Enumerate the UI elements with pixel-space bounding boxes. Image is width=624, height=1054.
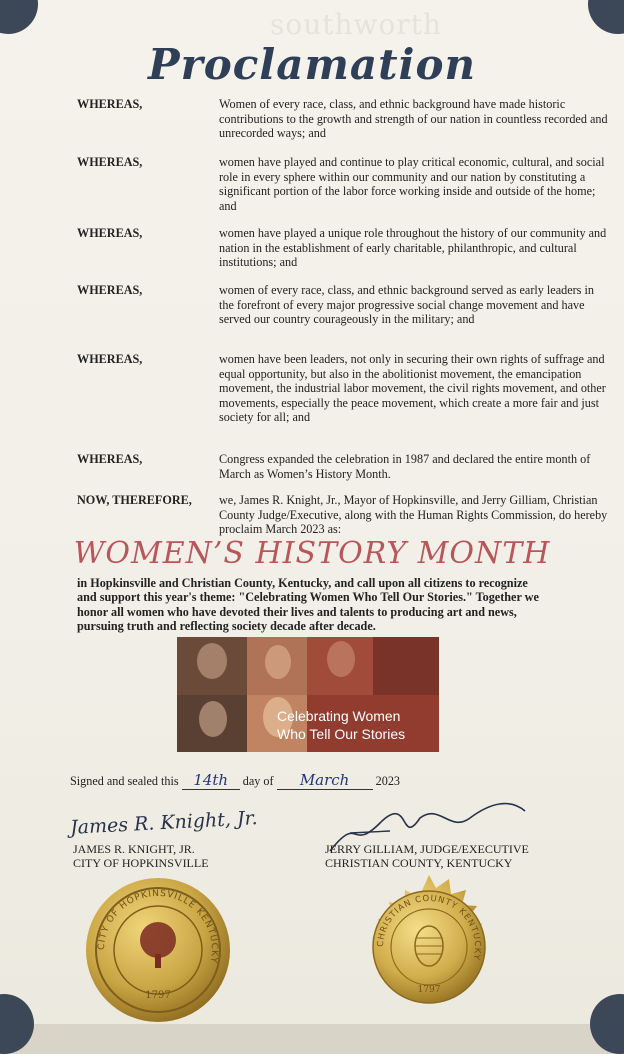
clause-text: Women of every race, class, and ethnic background have made historic contributions to the growth and strength of our nation in countless recorded and unrecorded ways; and [219,97,608,141]
clause-text: Congress expanded the celebration in 1987 and declared the entire month of March as Women’s History Month. [219,452,591,481]
clause-text: we, James R. Knight, Jr., Mayor of Hopkinsville, and Jerry Gilliam, Christian County Judge/Executive, along with the Human Rights Commission, do hereby proclaim March 2023 as: [219,493,608,537]
clause-text: women have been leaders, not only in securing their own rights of suffrage and equal opportunity, but also in the abolitionist movement, the emancipation movement, the industrial labor movement, the civil rights movement, and other movements, especially the peace movement, which create a more fair and just society for all; and [219,352,606,425]
svg-text:1797: 1797 [417,985,441,995]
clause-label: WHEREAS, [77,352,143,366]
clause-label: WHEREAS, [77,226,143,240]
corner-mark [0,994,34,1054]
clause-text: women of every race, class, and ethnic background served as early leaders in the forefront of every major progressive social change movement and have served our country courageously in the military; and [219,283,594,327]
mayor-signature: James R. Knight, Jr. [69,807,259,839]
closing-paragraph: in Hopkinsville and Christian County, Kentucky, and call upon all citizens to recognize and support this year's theme: "Celebrating Women Who Tell Our Stories." Together we honor all women who have devoted their lives and talents to producing art and news, pursuing truth and reflecting society decade after decade. [77,576,539,633]
county-seal [356,874,502,1020]
clause-label: WHEREAS, [77,283,143,297]
signatory-title: CHRISTIAN COUNTY, KENTUCKY [325,855,513,870]
signatory-name: JAMES R. KNIGHT, JR. [73,842,195,856]
signed-line: Signed and sealed this 14th day of March 2023 [70,771,401,789]
corner-mark [588,0,624,34]
clause-label: WHEREAS, [77,97,143,111]
month-field: March [277,771,373,790]
clause-label: WHEREAS, [77,155,143,169]
clause-text: women have played a unique role throughout the history of our community and nation in the establishment of early charitable, philanthropic, and cultural institutions; and [219,226,607,270]
signatory-title: CITY OF HOPKINSVILLE [73,855,209,870]
svg-text:CHRISTIAN COUNTY KENTUCKY: CHRISTIAN COUNTY KENTUCKY [375,893,483,962]
city-seal [84,876,232,1024]
judge-signature-block [325,843,529,870]
clause-label: NOW, THEREFORE, [77,493,192,507]
corner-mark [0,0,38,34]
clause-label: WHEREAS, [77,452,143,466]
corner-mark [590,994,624,1054]
page-title: Proclamation [147,40,477,89]
watermark-text: southworth [270,8,443,41]
banner-heading: WOMEN’S HISTORY MONTH [73,536,551,571]
svg-text:CITY OF HOPKINSVILLE KENTUCKY: CITY OF HOPKINSVILLE KENTUCKY [96,888,220,965]
mayor-signature-block [73,843,209,870]
collage-caption: Celebrating Women Who Tell Our Stories [277,708,406,742]
day-field: 14th [182,771,240,790]
clause-text: women have played and continue to play critical economic, cultural, and social role in every sphere within our community and our nation by constituting a significant portion of the labor force working inside and outside of the home; and [219,155,605,213]
theme-collage-image [177,637,439,752]
signatory-name: JERRY GILLIAM, JUDGE/EXECUTIVE [325,842,529,856]
svg-text:1797: 1797 [145,990,171,1001]
